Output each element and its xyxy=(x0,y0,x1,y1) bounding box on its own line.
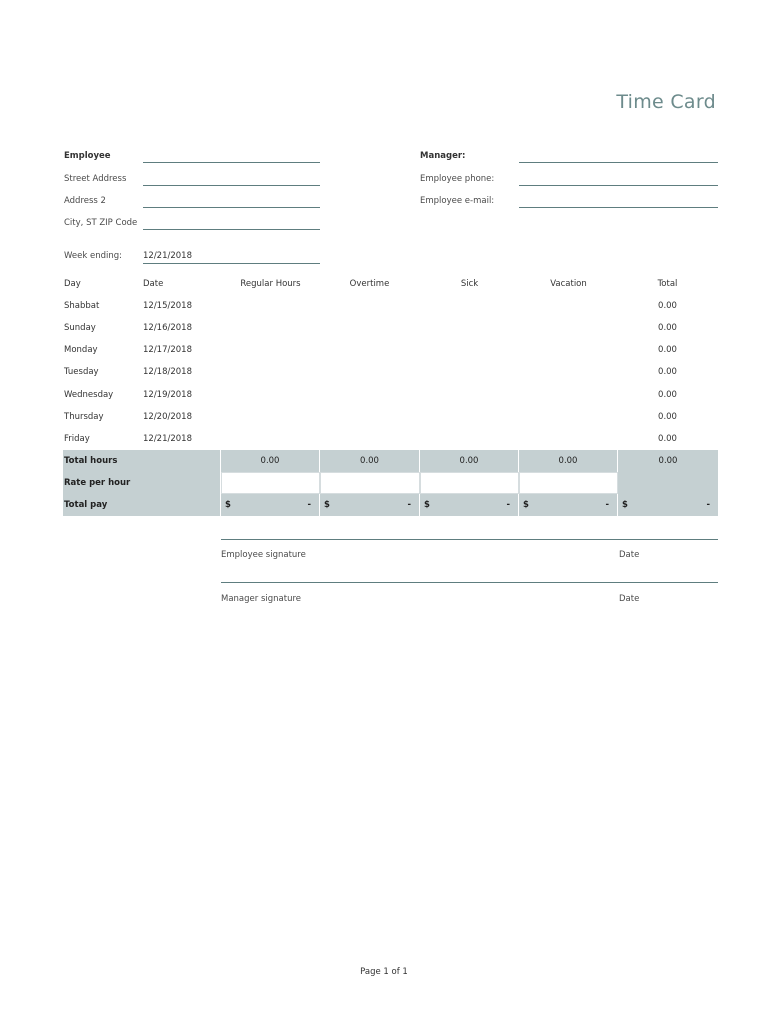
rate-overtime-input[interactable] xyxy=(320,472,420,494)
total-hours-total: 0.00 xyxy=(618,450,718,472)
currency-symbol: $ xyxy=(324,500,330,510)
rate-regular-input[interactable] xyxy=(221,472,320,494)
week-ending-value[interactable]: 12/21/2018 xyxy=(143,251,192,261)
address2-label: Address 2 xyxy=(64,196,106,206)
rate-sick-input[interactable] xyxy=(420,472,519,494)
row-day: Sunday xyxy=(64,323,96,333)
total-pay-label: Total pay xyxy=(63,494,221,516)
row-day: Friday xyxy=(64,434,90,444)
row-date: 12/15/2018 xyxy=(143,301,192,311)
row-total: 0.00 xyxy=(658,367,677,377)
row-total: 0.00 xyxy=(658,345,677,355)
pay-value: - xyxy=(506,500,510,510)
row-date: 12/21/2018 xyxy=(143,434,192,444)
employee-field[interactable] xyxy=(143,162,320,163)
rate-label: Rate per hour xyxy=(63,472,221,494)
employee-signature-date-label: Date xyxy=(619,550,640,560)
employee-signature-label: Employee signature xyxy=(221,550,306,560)
employee-signature-line[interactable] xyxy=(221,539,718,540)
row-date: 12/16/2018 xyxy=(143,323,192,333)
currency-symbol: $ xyxy=(523,500,529,510)
row-total: 0.00 xyxy=(658,412,677,422)
total-pay-sick xyxy=(420,494,519,516)
col-header-day: Day xyxy=(64,279,81,289)
page-footer: Page 1 of 1 xyxy=(360,967,408,977)
col-header-vacation: Vacation xyxy=(550,279,587,289)
total-pay-regular xyxy=(221,494,320,516)
row-date: 12/18/2018 xyxy=(143,367,192,377)
week-ending-underline xyxy=(143,263,320,264)
employee-email-label: Employee e-mail: xyxy=(420,196,495,206)
total-hours-regular: 0.00 xyxy=(221,450,320,472)
pay-value: - xyxy=(706,500,710,510)
row-day: Tuesday xyxy=(64,367,99,377)
manager-field[interactable] xyxy=(519,162,718,163)
city-zip-label: City, ST ZIP Code xyxy=(64,218,138,228)
manager-label: Manager: xyxy=(420,151,466,161)
col-header-regular-hours: Regular Hours xyxy=(240,279,301,289)
row-total: 0.00 xyxy=(658,390,677,400)
total-hours-row xyxy=(63,450,718,472)
row-total: 0.00 xyxy=(658,434,677,444)
total-hours-sick: 0.00 xyxy=(420,450,519,472)
row-day: Thursday xyxy=(64,412,104,422)
row-date: 12/20/2018 xyxy=(143,412,192,422)
col-header-overtime: Overtime xyxy=(349,279,390,289)
total-pay-vacation xyxy=(519,494,618,516)
row-day: Wednesday xyxy=(64,390,114,400)
street-address-label: Street Address xyxy=(64,174,127,184)
pay-value: - xyxy=(407,500,411,510)
row-day: Monday xyxy=(64,345,98,355)
employee-email-field[interactable] xyxy=(519,207,718,208)
col-header-date: Date xyxy=(143,279,164,289)
currency-symbol: $ xyxy=(424,500,430,510)
row-total: 0.00 xyxy=(658,301,677,311)
row-total: 0.00 xyxy=(658,323,677,333)
manager-signature-date-label: Date xyxy=(619,594,640,604)
employee-phone-label: Employee phone: xyxy=(420,174,495,184)
pay-value: - xyxy=(605,500,609,510)
total-pay-row xyxy=(63,494,718,516)
manager-signature-label: Manager signature xyxy=(221,594,301,604)
address2-field[interactable] xyxy=(143,207,320,208)
rate-row xyxy=(63,472,718,494)
page-title: Time Card xyxy=(616,91,716,113)
rate-vacation-input[interactable] xyxy=(519,472,618,494)
total-hours-overtime: 0.00 xyxy=(320,450,420,472)
total-hours-label: Total hours xyxy=(63,450,221,472)
total-pay-overtime xyxy=(320,494,420,516)
city-zip-field[interactable] xyxy=(143,229,320,230)
row-day: Shabbat xyxy=(64,301,100,311)
col-header-sick: Sick xyxy=(460,279,479,289)
employee-label: Employee xyxy=(64,151,111,161)
pay-value: - xyxy=(307,500,311,510)
employee-phone-field[interactable] xyxy=(519,185,718,186)
week-ending-label: Week ending: xyxy=(64,251,123,261)
currency-symbol: $ xyxy=(622,500,628,510)
total-hours-vacation: 0.00 xyxy=(519,450,618,472)
row-date: 12/19/2018 xyxy=(143,390,192,400)
currency-symbol: $ xyxy=(225,500,231,510)
row-date: 12/17/2018 xyxy=(143,345,192,355)
total-pay-total xyxy=(618,494,718,516)
street-address-field[interactable] xyxy=(143,185,320,186)
manager-signature-line[interactable] xyxy=(221,582,718,583)
rate-total-cell xyxy=(618,472,718,494)
col-header-total: Total xyxy=(657,279,678,289)
